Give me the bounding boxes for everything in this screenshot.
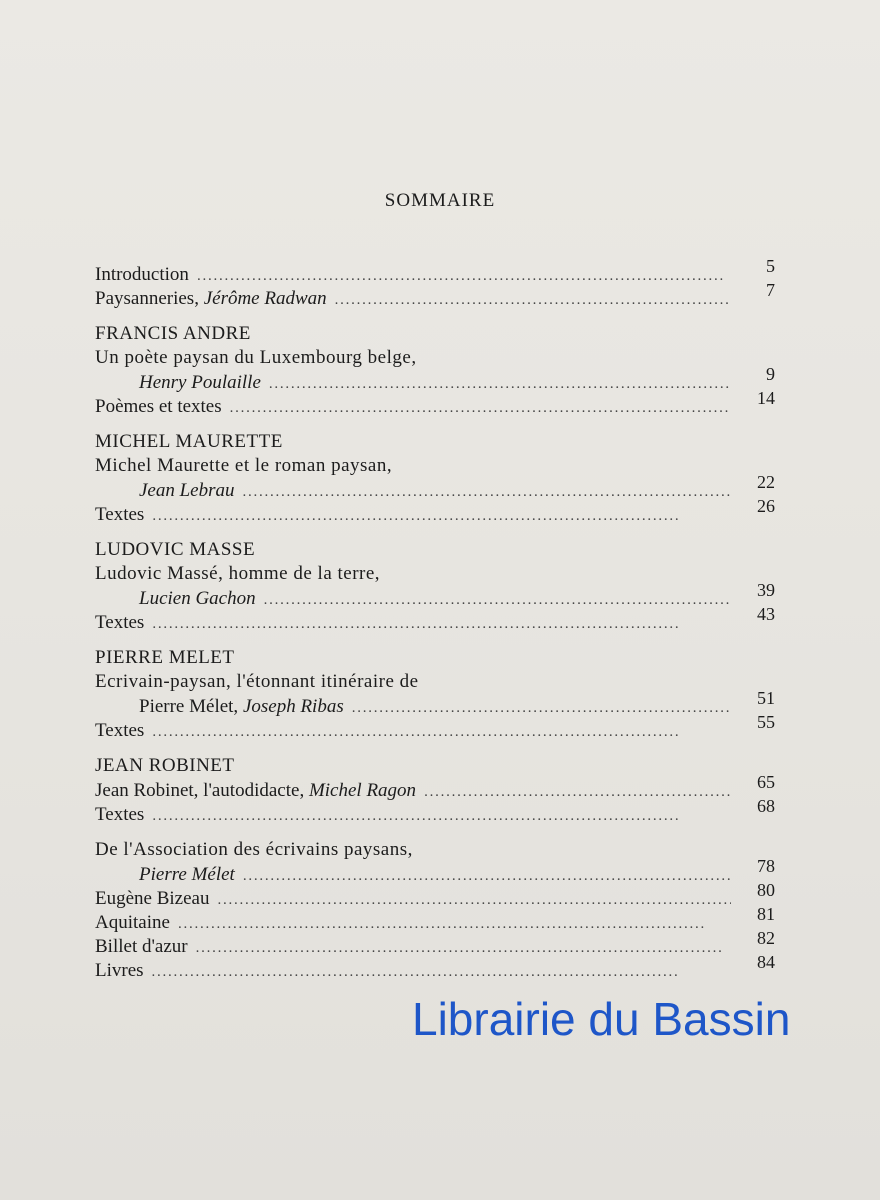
entry-title: Textes xyxy=(95,612,145,633)
toc-entry xyxy=(95,580,775,610)
entry-text xyxy=(95,863,235,887)
page-number: 14 xyxy=(757,388,775,408)
toc-section xyxy=(95,754,775,826)
dot-leader xyxy=(424,780,731,804)
toc-entry xyxy=(95,688,775,718)
dot-leader xyxy=(335,288,731,312)
page-number: 78 xyxy=(757,856,775,876)
page-number: 81 xyxy=(757,904,775,924)
entry-title: Textes xyxy=(95,804,145,825)
entry-text xyxy=(95,695,344,719)
page-number: 55 xyxy=(757,712,775,732)
dot-leader xyxy=(178,912,731,936)
page-number: 9 xyxy=(766,364,775,384)
entry-text xyxy=(95,263,189,287)
dot-leader xyxy=(152,612,731,636)
entry-title-line: Un poète paysan du Luxembourg belge, xyxy=(95,347,417,368)
dot-leader xyxy=(152,804,731,828)
page-number: 7 xyxy=(766,280,775,300)
section-heading: MICHEL MAURETTE xyxy=(95,431,283,452)
dot-leader xyxy=(217,888,731,912)
entry-title: Eugène Bizeau xyxy=(95,888,210,909)
entry-author: Joseph Ribas xyxy=(242,696,344,717)
watermark-text: Librairie du Bassin xyxy=(412,993,791,1045)
section-heading: PIERRE MELET xyxy=(95,647,235,668)
toc-entry xyxy=(95,256,775,286)
entry-text xyxy=(95,887,209,911)
toc-entry xyxy=(95,904,775,934)
toc-section xyxy=(95,538,775,634)
entry-title: Textes xyxy=(95,504,145,525)
dot-leader xyxy=(152,720,731,744)
toc-section xyxy=(95,430,775,526)
entry-title: Textes xyxy=(95,720,145,741)
entry-text xyxy=(95,587,256,611)
entry-text xyxy=(95,911,170,935)
toc-entry xyxy=(95,856,775,886)
toc-entry xyxy=(95,388,775,418)
entry-author: Lucien Gachon xyxy=(139,588,256,609)
entry-title: Livres xyxy=(95,960,144,981)
entry-author: Jérôme Radwan xyxy=(203,288,327,309)
dot-leader xyxy=(269,372,731,396)
toc-entry xyxy=(95,364,775,394)
section-heading: FRANCIS ANDRE xyxy=(95,323,251,344)
dot-leader xyxy=(230,396,731,420)
dot-leader xyxy=(352,696,731,720)
toc-entry xyxy=(95,952,775,982)
entry-title-line: Ecrivain-paysan, l'étonnant itinéraire de xyxy=(95,671,419,692)
section-heading: JEAN ROBINET xyxy=(95,755,235,776)
toc-entry xyxy=(95,880,775,910)
toc-section xyxy=(95,322,775,418)
entry-text xyxy=(95,395,222,419)
table-of-contents xyxy=(95,256,775,994)
page-number: 22 xyxy=(757,472,775,492)
page-number: 39 xyxy=(757,580,775,600)
toc-section xyxy=(95,256,775,310)
dot-leader xyxy=(196,936,731,960)
entry-title: Poèmes et textes xyxy=(95,396,222,417)
toc-entry xyxy=(95,712,775,742)
page-number: 84 xyxy=(757,952,775,972)
entry-text xyxy=(95,611,144,635)
entry-title-line: Michel Maurette et le roman paysan, xyxy=(95,455,393,476)
dot-leader xyxy=(243,864,731,888)
toc-entry xyxy=(95,772,775,802)
entry-title: Aquitaine xyxy=(95,912,170,933)
page-title: SOMMAIRE xyxy=(384,190,496,211)
entry-title: Billet d'azur xyxy=(95,936,188,957)
section-heading: LUDOVIC MASSE xyxy=(95,539,256,560)
entry-text xyxy=(95,719,144,743)
dot-leader xyxy=(243,480,731,504)
dot-leader xyxy=(152,504,731,528)
entry-title-line: Ludovic Massé, homme de la terre, xyxy=(95,563,381,584)
toc-entry xyxy=(95,280,775,310)
entry-title: Paysanneries, xyxy=(95,288,204,309)
toc-entry xyxy=(95,796,775,826)
page-number: 82 xyxy=(757,928,775,948)
page-number: 43 xyxy=(757,604,775,624)
entry-text xyxy=(95,503,144,527)
entry-text xyxy=(95,371,261,395)
entry-title-line: De l'Association des écrivains paysans, xyxy=(95,839,413,860)
page-number: 26 xyxy=(757,496,775,516)
entry-title: Pierre Mélet, xyxy=(139,696,243,717)
entry-author: Pierre Mélet xyxy=(139,864,235,885)
dot-leader xyxy=(264,588,731,612)
dot-leader xyxy=(197,264,731,288)
entry-author: Michel Ragon xyxy=(308,780,417,801)
toc-entry xyxy=(95,928,775,958)
page-number: 5 xyxy=(766,256,775,276)
entry-author: Henry Poulaille xyxy=(139,372,261,393)
page-number: 51 xyxy=(757,688,775,708)
dot-leader xyxy=(152,960,731,984)
toc-section xyxy=(95,838,775,982)
toc-entry xyxy=(95,604,775,634)
entry-text xyxy=(95,779,416,803)
page-number: 65 xyxy=(757,772,775,792)
entry-text xyxy=(95,959,144,983)
entry-text xyxy=(95,479,235,503)
toc-entry xyxy=(95,472,775,502)
entry-text xyxy=(95,935,188,959)
page-number: 80 xyxy=(757,880,775,900)
entry-text xyxy=(95,287,327,311)
entry-text xyxy=(95,803,144,827)
entry-author: Jean Lebrau xyxy=(139,480,235,501)
toc-entry xyxy=(95,496,775,526)
toc-section xyxy=(95,646,775,742)
entry-title: Introduction xyxy=(95,264,189,285)
page-number: 68 xyxy=(757,796,775,816)
entry-title: Jean Robinet, l'autodidacte, xyxy=(95,780,309,801)
